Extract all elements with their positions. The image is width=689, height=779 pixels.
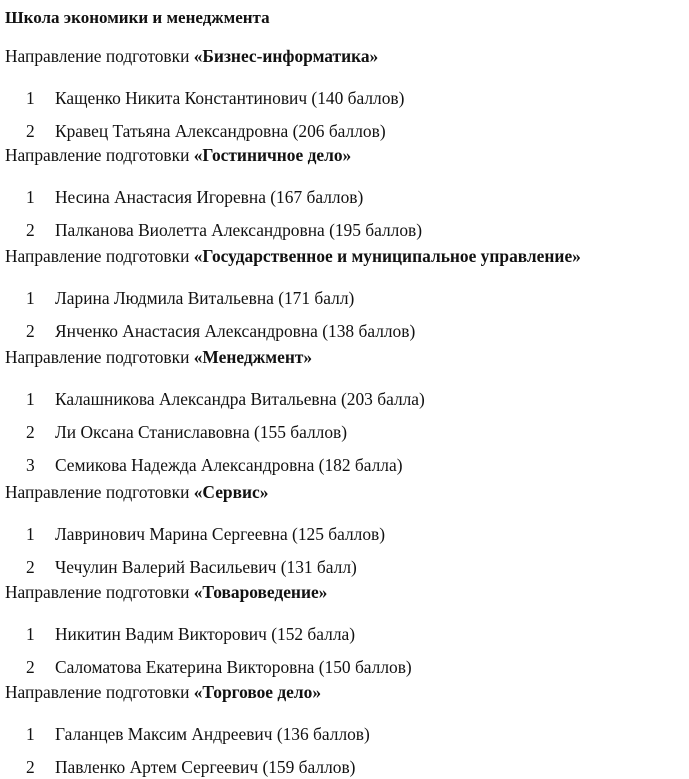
direction-prefix: Направление подготовки bbox=[5, 246, 194, 266]
direction-header bbox=[5, 680, 321, 704]
direction-name: «Менеджмент» bbox=[193, 347, 313, 367]
direction-prefix: Направление подготовки bbox=[5, 682, 194, 702]
direction-name: «Товароведение» bbox=[193, 582, 328, 602]
direction-header bbox=[5, 480, 268, 504]
student-name-score: Лавринович Марина Сергеевна (125 баллов) bbox=[55, 524, 386, 544]
direction-header bbox=[5, 345, 312, 369]
student-name-score: Саломатова Екатерина Викторовна (150 баллов) bbox=[55, 657, 412, 677]
student-name-score: Кащенко Никита Константинович (140 баллов) bbox=[55, 88, 405, 108]
direction-header bbox=[5, 143, 351, 167]
item-number: 1 bbox=[26, 288, 35, 308]
direction-prefix: Направление подготовки bbox=[5, 347, 194, 367]
item-number: 1 bbox=[26, 88, 35, 108]
item-number: 2 bbox=[26, 321, 35, 341]
direction-header bbox=[5, 44, 378, 68]
item-number: 2 bbox=[26, 557, 35, 577]
student-name-score: Палканова Виолетта Александровна (195 баллов) bbox=[55, 220, 423, 240]
student-name-score: Кравец Татьяна Александровна (206 баллов) bbox=[55, 121, 386, 141]
direction-name: «Гостиничное дело» bbox=[193, 145, 352, 165]
item-number: 2 bbox=[26, 220, 35, 240]
student-name-score: Павленко Артем Сергеевич (159 баллов) bbox=[55, 757, 356, 777]
item-number: 1 bbox=[26, 389, 35, 409]
student-name-score: Галанцев Максим Андреевич (136 баллов) bbox=[55, 724, 370, 744]
item-number: 1 bbox=[26, 624, 35, 644]
item-number: 1 bbox=[26, 524, 35, 544]
direction-prefix: Направление подготовки bbox=[5, 582, 194, 602]
direction-name: «Государственное и муниципальное управление» bbox=[193, 246, 581, 266]
student-name-score: Семикова Надежда Александровна (182 балла) bbox=[55, 455, 403, 475]
direction-prefix: Направление подготовки bbox=[5, 145, 194, 165]
student-name-score: Янченко Анастасия Александровна (138 баллов) bbox=[55, 321, 416, 341]
direction-name: «Торговое дело» bbox=[193, 682, 322, 702]
item-number: 2 bbox=[26, 657, 35, 677]
direction-prefix: Направление подготовки bbox=[5, 482, 194, 502]
item-number: 3 bbox=[26, 455, 35, 475]
item-number: 2 bbox=[26, 121, 35, 141]
direction-header bbox=[5, 244, 581, 268]
school-title: Школа экономики и менеджмента bbox=[5, 8, 270, 27]
student-name-score: Чечулин Валерий Васильевич (131 балл) bbox=[55, 557, 357, 577]
student-name-score: Несина Анастасия Игоревна (167 баллов) bbox=[55, 187, 364, 207]
student-name-score: Ларина Людмила Витальевна (171 балл) bbox=[55, 288, 355, 308]
item-number: 2 bbox=[26, 422, 35, 442]
student-name-score: Никитин Вадим Викторович (152 балла) bbox=[55, 624, 356, 644]
direction-prefix: Направление подготовки bbox=[5, 46, 194, 66]
item-number: 1 bbox=[26, 724, 35, 744]
item-number: 1 bbox=[26, 187, 35, 207]
student-name-score: Калашникова Александра Витальевна (203 балла) bbox=[55, 389, 425, 409]
direction-name: «Сервис» bbox=[193, 482, 269, 502]
student-name-score: Ли Оксана Станиславовна (155 баллов) bbox=[55, 422, 348, 442]
direction-header bbox=[5, 580, 327, 604]
direction-name: «Бизнес-информатика» bbox=[193, 46, 379, 66]
item-number: 2 bbox=[26, 757, 35, 777]
